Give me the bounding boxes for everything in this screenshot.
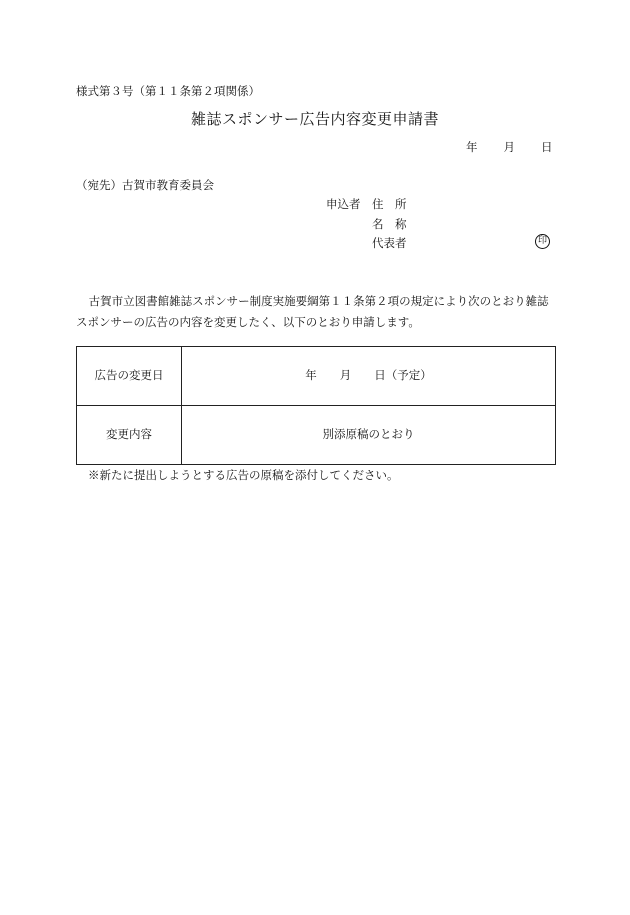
- change-details-table: [76, 346, 556, 465]
- table-row: [77, 347, 556, 406]
- application-statement: 古賀市立図書館雑誌スポンサー制度実施要綱第１１条第２項の規定により次のとおり雑誌スポンサーの広告の内容を変更したく、以下のとおり申請します。: [76, 294, 549, 329]
- date-month-label: 月: [503, 140, 515, 154]
- document-title: 雑誌スポンサー広告内容変更申請書: [190, 110, 439, 128]
- addressee: （宛先）古賀市教育委員会: [76, 178, 214, 192]
- attachment-note: ※新たに提出しようとする広告の原稿を添付してください。: [88, 468, 399, 482]
- application-date: [466, 141, 553, 155]
- date-year-label: 年: [466, 140, 478, 154]
- date-day-label: 日: [541, 140, 553, 154]
- seal-mark: 印: [535, 234, 550, 249]
- change-content-value: 別添原稿のとおり: [182, 406, 556, 465]
- applicant-label: 申込者: [326, 197, 361, 211]
- change-date-value: 年 月 日（予定）: [182, 347, 556, 406]
- form-number: 様式第３号（第１１条第２項関係）: [76, 84, 260, 98]
- change-date-label: 広告の変更日: [77, 347, 182, 406]
- change-content-label: 変更内容: [77, 406, 182, 465]
- representative-label: 代表者: [372, 236, 407, 250]
- address-label: 住 所: [372, 197, 407, 211]
- table-row: [77, 406, 556, 465]
- name-label: 名 称: [372, 217, 407, 231]
